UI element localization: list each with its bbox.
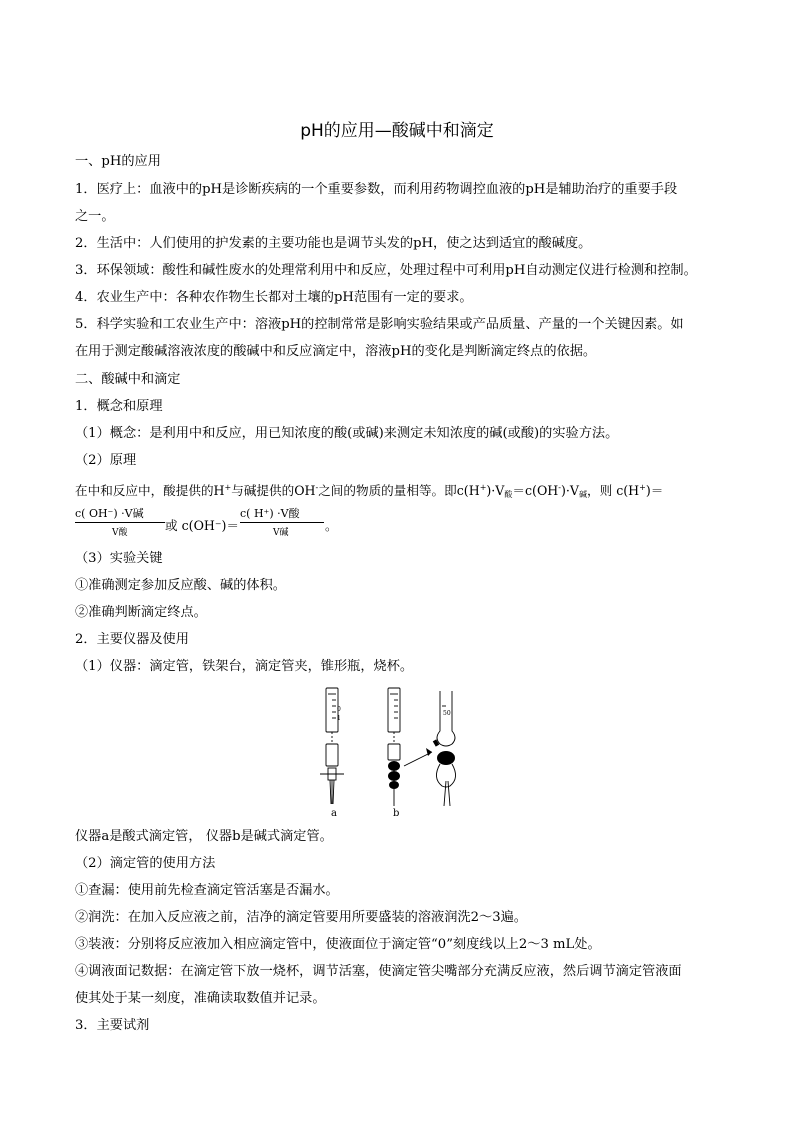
figure-label-a: a <box>331 808 337 819</box>
figure-label-b: b <box>393 808 400 819</box>
paragraph-principle: 在中和反应中，酸提供的H+与碱提供的OH-之间的物质的量相等。即$c(H^+)\cdot V_酸=c(OH^-)\cdot V_碱$，则 c(H+)＝ <box>75 483 664 499</box>
key-point-2: ②准确判断滴定终点。 <box>75 605 207 620</box>
usage-adjust-cont: 使其处于某一刻度，准确读取数值并记录。 <box>75 991 326 1006</box>
usage-fill: ③装液：分别将反应液加入相应滴定管中，使液面位于滴定管“0”刻度线以上2～3 mL处。 <box>75 937 601 952</box>
paragraph-science-cont: 在用于测定酸碱溶液浓度的酸碱中和反应滴定中，溶液pH的变化是判断滴定终点的依据。 <box>75 344 597 359</box>
fraction-2-numerator: c( H⁺) ·V酸 <box>240 507 300 520</box>
paragraph-science: 5．科学实验和工农业生产中：溶液pH的控制常常是影响实验结果或产品质量、产量的一个关键因素。如 <box>75 317 684 332</box>
fraction-end: 。 <box>325 518 338 533</box>
paragraph-medical: 1．医疗上：血液中的pH是诊断疾病的一个重要参数，而利用药物调控血液的pH是辅助治疗的重要手段 <box>75 182 678 197</box>
paragraph-instrument-types: 仪器a是酸式滴定管， 仪器b是碱式滴定管。 <box>75 829 333 844</box>
paragraph-principle-label: （2）原理 <box>75 453 137 468</box>
usage-leak-check: ①查漏：使用前先检查滴定管活塞是否漏水。 <box>75 883 339 898</box>
fraction-1-numerator: c( OH⁻) ·V碱 <box>75 507 144 520</box>
section-heading-ph-application: 一、pH的应用 <box>75 154 161 169</box>
fraction-1-denominator: V酸 <box>112 528 128 538</box>
subheading-reagents: 3．主要试剂 <box>75 1018 150 1033</box>
subheading-instruments: 2．主要仪器及使用 <box>75 632 189 647</box>
paragraph-environment: 3．环保领域：酸性和碱性废水的处理常利用中和反应，处理过程中可利用pH自动测定仪进行检测和控制。 <box>75 263 697 278</box>
key-point-1: ①准确测定参加反应酸、碱的体积。 <box>75 578 286 593</box>
figure-mark-1: 1 <box>337 715 341 722</box>
paragraph-concept: （1）概念：是利用中和反应，用已知浓度的酸(或碱)来测定未知浓度的碱(或酸)的实验方法。 <box>75 426 619 441</box>
rubber-tube-beads <box>388 739 455 789</box>
paragraph-agriculture: 4．农业生产中：各种农作物生长都对土壤的pH范围有一定的要求。 <box>75 290 473 305</box>
section-heading-titration: 二、酸碱中和滴定 <box>75 372 181 387</box>
figure-mark-0: 0 <box>337 706 341 713</box>
usage-rinse: ②润洗：在加入反应液之前，洁净的滴定管要用所要盛装的溶液润洗2～3遍。 <box>75 910 527 925</box>
paragraph-key-points: （3）实验关键 <box>75 551 163 566</box>
fraction-joiner: 或 c(OH⁻)＝ <box>165 518 240 533</box>
paragraph-medical-cont: 之一。 <box>75 209 115 224</box>
fraction-2-denominator: V碱 <box>273 528 289 538</box>
figure-mark-50: 50 <box>443 710 451 717</box>
paragraph-daily-life: 2．生活中：人们使用的护发素的主要功能也是调节头发的pH，使之达到适宜的酸碱度。 <box>75 236 592 251</box>
burette-figure <box>316 686 476 821</box>
page-title: pH的应用—酸碱中和滴定 <box>300 121 494 141</box>
subheading-concept: 1．概念和原理 <box>75 399 163 414</box>
fraction-1-bar <box>75 522 165 523</box>
paragraph-instruments: （1）仪器：滴定管，铁架台，滴定管夹，锥形瓶，烧杯。 <box>75 659 414 674</box>
usage-adjust: ④调液面记数据：在滴定管下放一烧杯，调节活塞，使滴定管尖嘴部分充满反应液，然后调节滴定管液面 <box>75 964 682 979</box>
fraction-2-bar <box>240 522 324 523</box>
subheading-usage: （2）滴定管的使用方法 <box>75 856 216 871</box>
